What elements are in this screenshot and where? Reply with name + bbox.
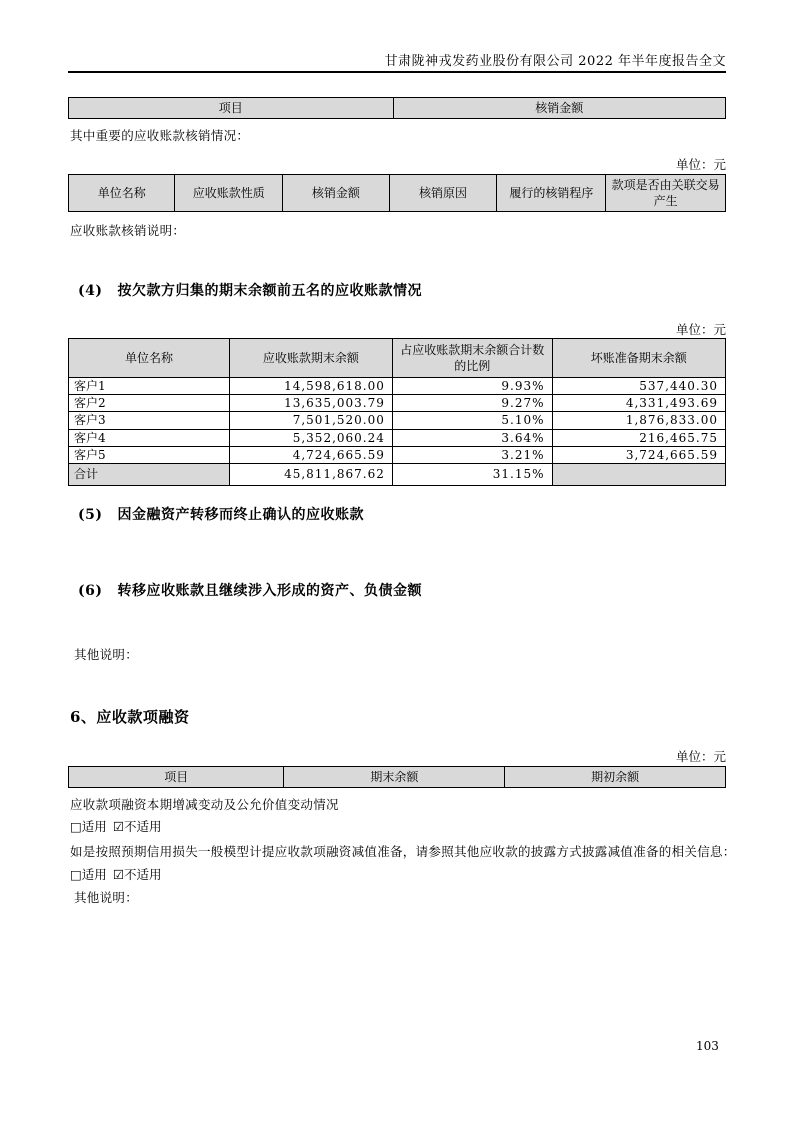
ratio-cell: 3.21% [392, 446, 552, 463]
report-header-title: 甘肃陇神戎发药业股份有限公司 2022 年半年度报告全文 [384, 54, 726, 69]
bad-debt-cell: 4,331,493.69 [552, 395, 725, 412]
unit-label: 单位：元 [675, 157, 726, 172]
note-important-writeoff: 其中重要的应收账款核销情况： [70, 128, 250, 143]
table-header-cell: 坏账准备期末余额 [552, 339, 725, 378]
page-number: 103 [696, 1039, 719, 1053]
receivables-financing-table [68, 766, 726, 788]
section-heading-4 [78, 280, 422, 300]
ending-balance-cell: 14,598,618.00 [229, 378, 392, 395]
table-header-cell: 期初余额 [505, 767, 726, 788]
total-label-cell: 合计 [69, 463, 230, 485]
customer-name-cell: 客户1 [69, 378, 230, 395]
total-ratio-cell: 31.15% [392, 463, 552, 485]
table-header-cell: 项目 [69, 98, 394, 119]
table-header-cell: 核销金额 [393, 98, 725, 119]
total-empty-cell [552, 463, 725, 485]
bad-debt-cell: 537,440.30 [552, 378, 725, 395]
table-header-cell: 单位名称 [69, 339, 230, 378]
note-financing-change: 应收款项融资本期增减变动及公允价值变动情况 [70, 797, 339, 812]
ratio-cell: 5.10% [392, 412, 552, 429]
checkbox-not-applicable-checked: ☑不适用 [112, 819, 162, 834]
note-impairment-instruction: 如是按照预期信用损失一般模型计提应收款项融资减值准备，请参照其他应收款的披露方式披露减值准备的相关信息： [70, 844, 736, 859]
unit-label: 单位：元 [675, 749, 726, 764]
ending-balance-cell: 5,352,060.24 [229, 429, 392, 446]
checkbox-not-applicable-checked: ☑不适用 [112, 867, 162, 882]
total-ending-balance-cell: 45,811,867.62 [229, 463, 392, 485]
header-rule [68, 71, 726, 73]
checkbox-applicable-unchecked: □适用 [70, 819, 107, 834]
table-header-cell: 履行的核销程序 [497, 175, 606, 212]
table-row [69, 412, 726, 429]
ratio-cell: 9.27% [392, 395, 552, 412]
table-header-cell: 应收账款期末余额 [229, 339, 392, 378]
ratio-cell: 3.64% [392, 429, 552, 446]
section-number: (5) [78, 507, 103, 523]
section-title: 因金融资产转移而终止确认的应收账款 [117, 507, 364, 523]
table-header-cell: 核销金额 [283, 175, 389, 212]
table-total-row [69, 463, 726, 485]
ratio-cell: 9.93% [392, 378, 552, 395]
note-other-2: 其他说明： [74, 890, 139, 905]
ending-balance-cell: 4,724,665.59 [229, 446, 392, 463]
note-writeoff-explain: 应收账款核销说明： [70, 223, 186, 238]
table-row [69, 378, 726, 395]
applicability-line-2 [70, 865, 162, 883]
unit-label: 单位：元 [675, 322, 726, 337]
top5-receivables-table [68, 338, 726, 486]
section-heading-main-6: 6、应收款项融资 [70, 708, 190, 726]
section-title: 按欠款方归集的期末余额前五名的应收账款情况 [117, 283, 422, 299]
writeoff-detail-table [68, 174, 726, 212]
table-row [69, 446, 726, 463]
table-header-cell: 占应收账款期末余额合计数的比例 [392, 339, 552, 378]
applicability-line-1 [70, 817, 162, 835]
customer-name-cell: 客户3 [69, 412, 230, 429]
ending-balance-cell: 7,501,520.00 [229, 412, 392, 429]
section-title: 转移应收账款且继续涉入形成的资产、负债金额 [117, 583, 422, 599]
customer-name-cell: 客户4 [69, 429, 230, 446]
bad-debt-cell: 216,465.75 [552, 429, 725, 446]
customer-name-cell: 客户5 [69, 446, 230, 463]
table-row [69, 429, 726, 446]
section-number: (6) [78, 583, 103, 599]
writeoff-summary-table [68, 97, 726, 119]
table-header-cell: 单位名称 [69, 175, 175, 212]
section-number: (4) [78, 283, 103, 299]
table-header-cell: 期末余额 [284, 767, 505, 788]
note-other-1: 其他说明： [74, 647, 139, 662]
customer-name-cell: 客户2 [69, 395, 230, 412]
section-heading-5 [78, 504, 364, 524]
ending-balance-cell: 13,635,003.79 [229, 395, 392, 412]
table-row [69, 395, 726, 412]
bad-debt-cell: 3,724,665.59 [552, 446, 725, 463]
table-header-cell: 款项是否由关联交易产生 [606, 175, 726, 212]
table-header-cell: 应收账款性质 [175, 175, 283, 212]
table-header-cell: 项目 [69, 767, 284, 788]
table-header-cell: 核销原因 [389, 175, 497, 212]
checkbox-applicable-unchecked: □适用 [70, 867, 107, 882]
bad-debt-cell: 1,876,833.00 [552, 412, 725, 429]
section-heading-6 [78, 580, 422, 600]
